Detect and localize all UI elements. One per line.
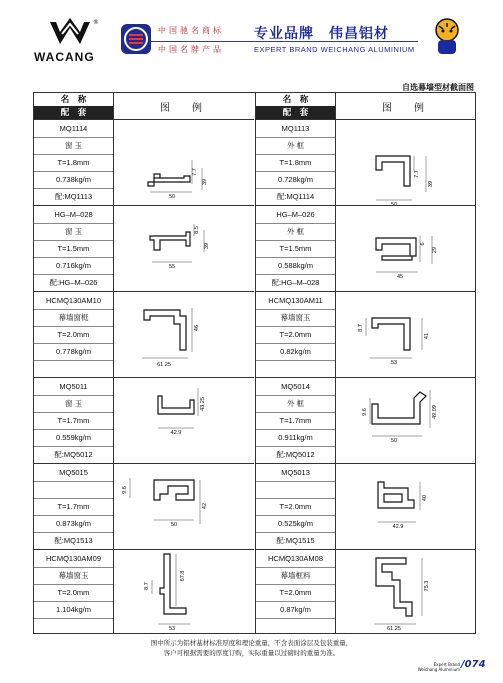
profile-drawing xyxy=(114,292,254,377)
profile-code: MQ5013 xyxy=(256,464,335,482)
profile-info xyxy=(256,378,336,463)
footer-brand1: Expert Brand xyxy=(433,662,460,667)
profile-name: 幕墙窗梃 xyxy=(34,309,113,327)
dimension-label: 9.6 xyxy=(362,408,368,416)
dimension-label: 53 xyxy=(168,626,176,632)
profile-info xyxy=(34,206,114,291)
profile-name: 外 框 xyxy=(256,137,335,155)
profile-section-shape xyxy=(148,174,190,186)
profile-drawing xyxy=(114,120,254,205)
profile-t: T=1.7mm xyxy=(256,412,335,430)
header-name: 名 称 xyxy=(34,93,114,106)
profile-info xyxy=(34,292,114,377)
footer-brand xyxy=(412,662,460,672)
dimension-label: 6 xyxy=(420,242,426,246)
profile-row xyxy=(256,378,476,464)
dimension-label: 50 xyxy=(168,194,176,200)
profile-figure xyxy=(336,550,476,633)
profile-w: 0.728kg/m xyxy=(256,171,335,189)
profile-section-shape xyxy=(372,318,410,350)
profile-pei: 配:MQ1113 xyxy=(54,192,93,201)
brand-badge-icon xyxy=(121,24,151,54)
profile-w: 0.911kg/m xyxy=(256,429,335,447)
profile-w: 1.104kg/m xyxy=(34,601,113,619)
dimension-label: 29 xyxy=(432,246,438,254)
profile-section-shape xyxy=(154,480,194,500)
profile-figure xyxy=(114,292,254,377)
profile-section-shape xyxy=(376,558,412,616)
profile-w: 0.873kg/m xyxy=(34,515,113,533)
profile-code: MQ5015 xyxy=(34,464,113,482)
dimension-label: 39 xyxy=(428,180,434,188)
profile-section-shape xyxy=(150,232,190,250)
dimension-label: 39 xyxy=(202,178,208,186)
profile-pei: 配:HG–M–026 xyxy=(49,278,98,287)
profile-code: MQ1114 xyxy=(34,120,113,138)
profile-drawing xyxy=(336,378,476,463)
page-subtitle: 自选幕墙型材截面图 xyxy=(402,83,474,92)
left-column xyxy=(34,93,254,633)
profile-row xyxy=(256,464,476,550)
note-line2: 客户可根据需要的厚度订购，实际重量以过磅时的重量为准。 xyxy=(163,649,340,657)
profile-pei: 配:MQ5012 xyxy=(276,450,315,459)
profile-section-shape xyxy=(158,396,194,414)
page-number: /074 xyxy=(461,659,486,670)
profile-t: T=1.7mm xyxy=(34,412,113,430)
profile-figure xyxy=(336,120,476,205)
profile-row xyxy=(256,550,476,633)
dimension-label: 50 xyxy=(170,522,178,528)
profile-name: 幕墙窗玉 xyxy=(34,567,113,585)
dimension-label: 49.09 xyxy=(432,405,438,419)
profile-t: T=1.5mm xyxy=(34,240,113,258)
dimension-label: 7.7 xyxy=(414,170,420,178)
profile-t: T=2.0mm xyxy=(34,584,113,602)
profile-code: MQ1113 xyxy=(256,120,335,138)
profile-info xyxy=(34,550,114,633)
dimension-label: 9.6 xyxy=(122,486,128,494)
dimension-label: 67.8 xyxy=(180,570,186,582)
profile-code: HCMQ130AM08 xyxy=(256,550,335,568)
profile-name: 外 框 xyxy=(256,223,335,241)
dimension-label: 8.5 xyxy=(194,226,200,234)
dimension-label: 42 xyxy=(202,502,208,510)
profile-info xyxy=(256,120,336,205)
profile-row xyxy=(34,120,254,206)
cn-line2: 中国名牌产品 xyxy=(158,45,224,54)
profile-info xyxy=(256,550,336,633)
profile-info xyxy=(256,292,336,377)
header-pei: 配 套 xyxy=(256,106,336,119)
profile-figure xyxy=(114,206,254,291)
header-tu: 图 例 xyxy=(160,103,208,114)
profile-t: T=1.7mm xyxy=(34,498,113,516)
dimension-label: 7.7 xyxy=(192,168,198,176)
profile-info xyxy=(34,120,114,205)
logo-text: WACANG xyxy=(34,50,95,64)
footer-brand2: Weichang Aluminium xyxy=(417,667,460,672)
profile-pei xyxy=(34,360,113,377)
profile-figure xyxy=(114,378,254,463)
dimension-label: 45 xyxy=(396,274,404,280)
tiger-mascot-icon xyxy=(425,14,469,58)
profile-code: HCMQ130AM09 xyxy=(34,550,113,568)
profile-drawing xyxy=(336,464,476,549)
profile-section-shape xyxy=(144,310,186,350)
profile-pei: 配:MQ1515 xyxy=(276,536,315,545)
profile-pei: 配:MQ1513 xyxy=(54,536,93,545)
cn-line1: 中国驰名商标 xyxy=(158,26,224,35)
profile-name xyxy=(256,481,335,499)
profile-drawing xyxy=(114,206,254,291)
profile-info xyxy=(256,206,336,291)
dimension-label: 75.3 xyxy=(424,580,430,592)
profile-pei xyxy=(256,618,335,633)
dimension-label: 61.25 xyxy=(387,626,401,632)
profile-figure xyxy=(336,206,476,291)
note-line1: 图中所示为铝材基材标准厚度和理论重量，不含表面涂层及包装重量， xyxy=(150,639,353,647)
profile-name: 窗 玉 xyxy=(34,223,113,241)
profile-w: 0.82kg/m xyxy=(256,343,335,361)
dimension-label: 8.7 xyxy=(358,324,364,332)
profile-section-shape xyxy=(376,156,410,186)
dimension-label: 55 xyxy=(168,264,176,270)
dimension-label: 8.7 xyxy=(144,582,150,590)
profile-drawing xyxy=(336,550,476,633)
profile-t: T=2.0mm xyxy=(34,326,113,344)
profile-figure xyxy=(114,464,254,549)
profile-figure xyxy=(336,292,476,377)
dimension-label: 39 xyxy=(204,242,210,250)
profile-pei: 配:HG–M–028 xyxy=(271,278,320,287)
table-header xyxy=(34,93,254,120)
profile-section-shape xyxy=(160,554,186,614)
profile-name: 窗 玉 xyxy=(34,395,113,413)
profile-w: 0.588kg/m xyxy=(256,257,335,275)
profile-w: 0.716kg/m xyxy=(34,257,113,275)
profile-drawing xyxy=(114,464,254,549)
profile-t: T=1.8mm xyxy=(256,154,335,172)
header-tu: 图 例 xyxy=(382,103,430,114)
dimension-label: 61.25 xyxy=(157,362,171,368)
profile-name: 幕墙窗玉 xyxy=(256,309,335,327)
profile-figure xyxy=(336,378,476,463)
profile-info xyxy=(34,464,114,549)
profile-t: T=1.5mm xyxy=(256,240,335,258)
table-header xyxy=(256,93,476,120)
brand-en: EXPERT BRAND WEICHANG ALUMINIUM xyxy=(254,45,415,54)
profile-section-shape xyxy=(378,482,414,508)
registered-mark: ® xyxy=(93,19,99,26)
dimension-label: 41 xyxy=(424,332,430,340)
profile-section-shape xyxy=(372,392,426,424)
dimension-label: 50 xyxy=(390,202,398,205)
profile-code: MQ5014 xyxy=(256,378,335,396)
brand-cn: 专业品牌 伟昌铝材 xyxy=(254,26,389,42)
profile-w: 0.559kg/m xyxy=(34,429,113,447)
profile-pei xyxy=(34,618,113,633)
profile-pei: 配:MQ5012 xyxy=(54,450,93,459)
brand-banner xyxy=(150,22,418,59)
profile-row xyxy=(34,464,254,550)
dimension-label: 43.25 xyxy=(200,397,206,411)
profile-row xyxy=(256,292,476,378)
profile-figure xyxy=(336,464,476,549)
profile-code: HG–M–028 xyxy=(34,206,113,224)
profile-pei xyxy=(256,360,335,377)
profile-drawing xyxy=(336,120,476,205)
profile-t: T=2.0mm xyxy=(256,326,335,344)
right-column xyxy=(255,93,476,633)
dimension-label: 50 xyxy=(390,438,398,444)
profile-t: T=1.8mm xyxy=(34,154,113,172)
wacang-logo-icon xyxy=(48,18,92,48)
profile-w: 0.525kg/m xyxy=(256,515,335,533)
profile-drawing xyxy=(114,550,254,633)
profile-figure xyxy=(114,120,254,205)
profile-section-shape xyxy=(376,238,416,260)
profile-row xyxy=(34,378,254,464)
profile-w: 0.778kg/m xyxy=(34,343,113,361)
dimension-label: 40 xyxy=(422,494,428,502)
profile-t: T=2.0mm xyxy=(256,584,335,602)
header xyxy=(0,0,503,66)
profile-info xyxy=(256,464,336,549)
dimension-label: 42.9 xyxy=(392,524,404,530)
profile-w: 0.87kg/m xyxy=(256,601,335,619)
profile-w: 0.738kg/m xyxy=(34,171,113,189)
header-name: 名 称 xyxy=(256,93,336,106)
profile-name xyxy=(34,481,113,499)
profile-row xyxy=(34,292,254,378)
dimension-label: 53 xyxy=(390,360,398,366)
profile-row xyxy=(34,550,254,633)
profile-drawing xyxy=(336,206,476,291)
profile-row xyxy=(256,120,476,206)
profile-pei: 配:MQ1114 xyxy=(276,192,315,201)
profile-row xyxy=(34,206,254,292)
profile-name: 窗 玉 xyxy=(34,137,113,155)
profile-code: HG–M–026 xyxy=(256,206,335,224)
profile-row xyxy=(256,206,476,292)
profile-name: 幕墙框料 xyxy=(256,567,335,585)
profile-info xyxy=(34,378,114,463)
profile-drawing xyxy=(336,292,476,377)
profile-drawing xyxy=(114,378,254,463)
profile-code: MQ5011 xyxy=(34,378,113,396)
profile-code: HCMQ130AM10 xyxy=(34,292,113,310)
profile-code: HCMQ130AM11 xyxy=(256,292,335,310)
dimension-label: 42.9 xyxy=(170,430,182,436)
header-pei: 配 套 xyxy=(34,106,114,119)
dimension-label: 46 xyxy=(194,324,200,332)
profile-t: T=2.0mm xyxy=(256,498,335,516)
profile-figure xyxy=(114,550,254,633)
profile-name: 外 框 xyxy=(256,395,335,413)
profile-table xyxy=(33,92,476,634)
